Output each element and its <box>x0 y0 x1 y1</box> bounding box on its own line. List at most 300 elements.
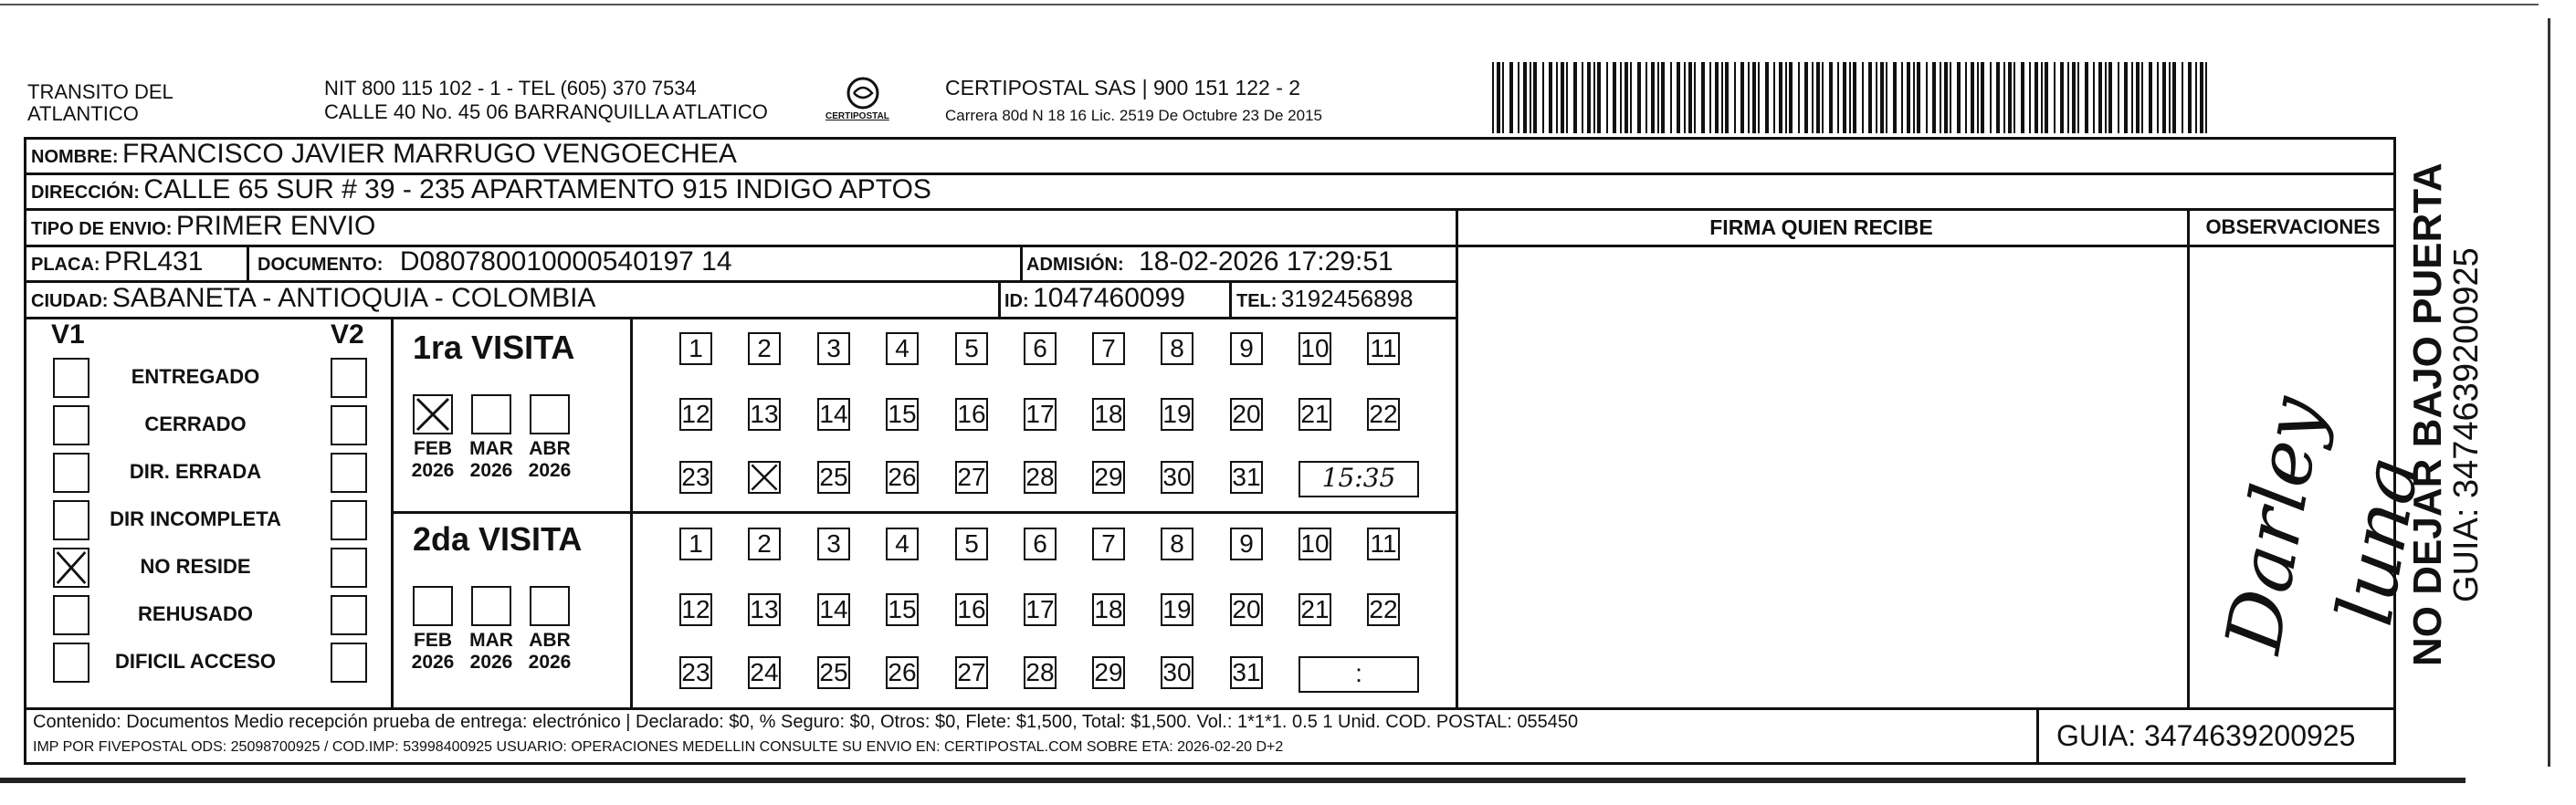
barcode-bar <box>2118 62 2119 133</box>
barcode-bar <box>1518 62 1519 133</box>
month-name: MAR <box>469 630 513 651</box>
barcode-bar <box>2141 62 2143 133</box>
month-name: FEB <box>414 438 452 459</box>
visit2-day-5[interactable] <box>955 528 988 560</box>
visit2-day-21[interactable] <box>1299 593 1331 626</box>
barcode-bar <box>2035 62 2038 133</box>
barcode-bar <box>1893 62 1897 133</box>
barcode-bar <box>1965 62 1967 133</box>
barcode-bar <box>1597 62 1601 133</box>
barcode-bar <box>1721 62 1723 133</box>
barcode-bar <box>2067 62 2069 133</box>
day-number: 6 <box>1033 334 1047 362</box>
day-number: 22 <box>1369 595 1398 623</box>
id-sep <box>998 280 1001 317</box>
barcode-bar <box>1677 62 1680 133</box>
barcode-bar <box>1789 62 1793 133</box>
plate-field <box>31 246 203 277</box>
barcode-bar <box>1822 62 1824 133</box>
day-number: 15 <box>888 400 917 428</box>
visit1-day-17[interactable] <box>1024 398 1057 431</box>
barcode-bar <box>1990 62 1992 133</box>
tel-field <box>1236 285 1414 313</box>
barcode-bar <box>1645 62 1647 133</box>
document-field <box>258 246 732 277</box>
barcode-bar <box>2108 62 2112 133</box>
barcode-bar <box>1944 62 1948 133</box>
visit2-day-20[interactable] <box>1230 593 1263 626</box>
visit2-day-10[interactable] <box>1299 528 1331 560</box>
barcode-bar <box>2131 62 2133 133</box>
barcode-bar <box>1950 62 1951 133</box>
day-number: 12 <box>681 595 710 623</box>
barcode-bar <box>1630 62 1632 133</box>
address-line: CALLE 40 No. 45 06 BARRANQUILLA ATLATICO <box>324 100 768 123</box>
day-number: 2 <box>757 334 772 362</box>
barcode-bar <box>2098 62 2102 133</box>
day-number: 18 <box>1094 595 1123 623</box>
barcode-bar <box>1533 62 1537 133</box>
visit1-day-10[interactable] <box>1299 332 1331 365</box>
handwriting-line-1: Darley <box>2208 390 2341 660</box>
barcode-bar <box>1880 62 1884 133</box>
visit1-month-checkbox-2[interactable] <box>471 394 511 434</box>
barcode-bar <box>2162 62 2166 133</box>
visit1-month-label <box>405 438 460 482</box>
barcode-bar <box>1773 62 1775 133</box>
v2-checkbox-5[interactable] <box>331 548 367 588</box>
footer-guide-sep <box>2036 707 2039 765</box>
time-value: 15:35 <box>1321 463 1396 493</box>
visit2-day-16[interactable] <box>955 593 988 626</box>
visit2-day-23[interactable] <box>679 656 712 689</box>
barcode-bar <box>1779 62 1782 133</box>
day-number: 18 <box>1094 400 1123 428</box>
status-label: ENTREGADO <box>131 365 260 388</box>
visit2-month-label <box>522 630 577 674</box>
day-number: 27 <box>957 463 986 491</box>
barcode-bar <box>1907 62 1910 133</box>
day-number: 23 <box>681 463 710 491</box>
day-number: 28 <box>1025 463 1055 491</box>
day-number: 28 <box>1025 658 1055 686</box>
tel-label: TEL: <box>1236 291 1277 311</box>
day-number: 7 <box>1101 334 1116 362</box>
barcode-bar <box>1876 62 1877 133</box>
visit1-day-30[interactable] <box>1161 461 1193 494</box>
visit1-day-3[interactable] <box>817 332 850 365</box>
visit2-day-14[interactable] <box>817 593 850 626</box>
day-number: 31 <box>1232 658 1261 686</box>
barcode-bar <box>1492 62 1494 133</box>
paper-edge-bottom <box>0 778 2466 783</box>
barcode-bar <box>1573 62 1577 133</box>
obs-left-line <box>2187 208 2190 707</box>
day-number: 23 <box>681 658 710 686</box>
visit1-time-box[interactable] <box>1299 461 1419 497</box>
document-label: DOCUMENTO: <box>258 255 384 275</box>
barcode-bar <box>1752 62 1756 133</box>
barcode-bar <box>1913 62 1915 133</box>
barcode-bar <box>2182 62 2183 133</box>
visit1-day-8[interactable] <box>1161 332 1193 365</box>
barcode-bar <box>1709 62 1711 133</box>
issuer-line-2: ATLANTICO <box>27 102 139 125</box>
id-label: ID: <box>1004 291 1029 311</box>
month-year: 2026 <box>469 460 513 481</box>
day-number: 30 <box>1162 658 1192 686</box>
visit1-day-12[interactable] <box>679 398 712 431</box>
row-line-2 <box>24 208 2396 211</box>
visit2-day-12[interactable] <box>679 593 712 626</box>
visit1-day-13[interactable] <box>748 398 781 431</box>
month-name: ABR <box>529 630 571 651</box>
certipostal-logo <box>822 75 904 130</box>
barcode-bar <box>1971 62 1974 133</box>
day-number: 4 <box>895 529 909 558</box>
day-number: 2 <box>757 529 772 558</box>
visit1-day-6[interactable] <box>1024 332 1057 365</box>
visit2-day-9[interactable] <box>1230 528 1263 560</box>
visit1-day-20[interactable] <box>1230 398 1263 431</box>
visit1-day-7[interactable] <box>1092 332 1125 365</box>
barcode-bar <box>2195 62 2197 133</box>
barcode-bar <box>2077 62 2079 133</box>
visit1-day-2[interactable] <box>748 332 781 365</box>
day-number: 10 <box>1300 334 1330 362</box>
day-number: 16 <box>957 400 986 428</box>
barcode-bar <box>2205 62 2207 133</box>
visit2-day-6[interactable] <box>1024 528 1057 560</box>
day-number: 25 <box>819 463 848 491</box>
day-number: 24 <box>750 658 779 686</box>
barcode-bar <box>1587 62 1591 133</box>
day-number: 27 <box>957 658 986 686</box>
visit2-day-31[interactable] <box>1230 656 1263 689</box>
visit2-day-15[interactable] <box>886 593 919 626</box>
day-number: 14 <box>819 595 848 623</box>
barcode-bar <box>1734 62 1736 133</box>
day-number: 15 <box>888 595 917 623</box>
barcode-bar <box>1862 62 1864 133</box>
barcode-bar <box>1637 62 1641 133</box>
visit2-month-checkbox-1[interactable] <box>413 586 453 626</box>
visit1-month-label <box>464 438 519 482</box>
barcode-bar <box>1740 62 1744 133</box>
visit2-day-25[interactable] <box>817 656 850 689</box>
day-number: 19 <box>1162 400 1192 428</box>
status-label: DIFICIL ACCESO <box>114 650 276 673</box>
day-number: 29 <box>1094 658 1123 686</box>
visit2-month-label <box>464 630 519 674</box>
barcode-bar <box>1853 62 1856 133</box>
day-number: 30 <box>1162 463 1192 491</box>
day-number: 31 <box>1232 463 1261 491</box>
visit1-day-22[interactable] <box>1367 398 1400 431</box>
barcode-bar <box>1816 62 1820 133</box>
visit2-day-28[interactable] <box>1024 656 1057 689</box>
visit1-day-16[interactable] <box>955 398 988 431</box>
visit1-day-11[interactable] <box>1367 332 1400 365</box>
visit1-day-23[interactable] <box>679 461 712 494</box>
barcode-bar <box>2003 62 2005 133</box>
visit1-day-19[interactable] <box>1161 398 1193 431</box>
visit2-day-18[interactable] <box>1092 593 1125 626</box>
visit1-day-18[interactable] <box>1092 398 1125 431</box>
issuer-line-1: TRANSITO DEL <box>27 80 173 103</box>
status-label: REHUSADO <box>138 602 253 625</box>
month-name: MAR <box>469 438 513 459</box>
visit1-month-checkbox-1[interactable] <box>413 394 453 434</box>
barcode-bar <box>1977 62 1979 133</box>
barcode-bar <box>1582 62 1583 133</box>
visit1-day-27[interactable] <box>955 461 988 494</box>
day-number: 1 <box>689 334 703 362</box>
logo-text: CERTIPOSTAL <box>825 111 889 121</box>
day-number: 20 <box>1232 595 1261 623</box>
city-field <box>31 283 595 314</box>
visit2-day-8[interactable] <box>1161 528 1193 560</box>
v2-checkbox-1[interactable] <box>331 358 367 398</box>
visit1-day-1[interactable] <box>679 332 712 365</box>
footer-imp-line: IMP POR FIVEPOSTAL ODS: 25098700925 / COD.IMP: 53998400925 USUARIO: OPERACIONES MEDELLIN CONSULTE SU ENVIO EN: CERTIPOSTAL.COM SOBRE ETA: 2026-02-20 D+2 <box>33 739 1284 755</box>
barcode-bar <box>2105 62 2107 133</box>
day-number: 25 <box>819 658 848 686</box>
day-number: 4 <box>895 334 909 362</box>
visit1-title: 1ra VISITA <box>413 329 575 366</box>
v1-label: V1 <box>51 319 85 350</box>
barcode-bar <box>2021 62 2024 133</box>
visit2-time-box[interactable] <box>1299 656 1419 693</box>
day-number: 9 <box>1239 334 1254 362</box>
admission-value: 18-02-2026 17:29:51 <box>1139 246 1393 277</box>
visit2-month-checkbox-3[interactable] <box>530 586 570 626</box>
barcode-bar <box>1661 62 1665 133</box>
barcode-bar <box>1901 62 1903 133</box>
name-label: NOMBRE: <box>31 147 119 167</box>
shipment-label: TIPO DE ENVIO: <box>31 219 173 239</box>
row-line-5 <box>24 317 1456 319</box>
day-number: 12 <box>681 400 710 428</box>
barcode-bar <box>1657 62 1659 133</box>
barcode-bar <box>1502 62 1504 133</box>
barcode-bar <box>2169 62 2171 133</box>
day-number: 16 <box>957 595 986 623</box>
day-number: 3 <box>826 529 841 558</box>
barcode-bar <box>1701 62 1705 133</box>
address-value: CALLE 65 SUR # 39 - 235 APARTAMENTO 915 INDIGO APTOS <box>143 174 931 204</box>
month-name: ABR <box>529 438 571 459</box>
barcode-bar <box>1886 62 1887 133</box>
barcode-bar <box>2085 62 2088 133</box>
observations-header: OBSERVACIONES <box>2205 215 2381 238</box>
day-number: 7 <box>1101 529 1116 558</box>
visit1-day-31[interactable] <box>1230 461 1263 494</box>
v2-checkbox-2[interactable] <box>331 405 367 445</box>
barcode-bar <box>1917 62 1920 133</box>
barcode-bar <box>1765 62 1769 133</box>
city-label: CIUDAD: <box>31 291 109 311</box>
courier-line: CERTIPOSTAL SAS | 900 151 122 - 2 <box>945 76 1301 99</box>
visit1-day-5[interactable] <box>955 332 988 365</box>
status-label: CERRADO <box>144 413 247 435</box>
address-field <box>31 174 931 205</box>
day-number: 6 <box>1033 529 1047 558</box>
visit1-day-15[interactable] <box>886 398 919 431</box>
visit1-day-21[interactable] <box>1299 398 1331 431</box>
barcode-bar <box>1606 62 1608 133</box>
barcode-bar <box>2200 62 2203 133</box>
barcode-bar <box>2093 62 2095 133</box>
barcode <box>1488 62 2219 133</box>
visit2-day-22[interactable] <box>1367 593 1400 626</box>
visit1-day-14[interactable] <box>817 398 850 431</box>
visit2-day-11[interactable] <box>1367 528 1400 560</box>
day-number: 20 <box>1232 400 1261 428</box>
barcode-bar <box>1837 62 1839 133</box>
barcode-bar <box>1670 62 1672 133</box>
visit2-day-1[interactable] <box>679 528 712 560</box>
visit2-day-2[interactable] <box>748 528 781 560</box>
barcode-bar <box>1940 62 1941 133</box>
barcode-bar <box>2188 62 2192 133</box>
row-line-6 <box>1456 245 2396 247</box>
barcode-bar <box>1804 62 1808 133</box>
barcode-bar <box>2172 62 2176 133</box>
id-field <box>1004 283 1185 314</box>
barcode-bar <box>2124 62 2128 133</box>
visit1-day-29[interactable] <box>1092 461 1125 494</box>
day-number: 21 <box>1300 400 1330 428</box>
plate-value: PRL431 <box>104 246 204 277</box>
barcode-bar <box>1996 62 2000 133</box>
visit2-day-4[interactable] <box>886 528 919 560</box>
barcode-bar <box>1620 62 1622 133</box>
footer-line <box>24 707 2396 710</box>
v2-checkbox-7[interactable] <box>331 643 367 683</box>
day-number: 8 <box>1170 529 1184 558</box>
visit1-day-9[interactable] <box>1230 332 1263 365</box>
visit1-day-26[interactable] <box>886 461 919 494</box>
day-number: 8 <box>1170 334 1184 362</box>
barcode-bar <box>1758 62 1760 133</box>
visit2-day-13[interactable] <box>748 593 781 626</box>
city-value: SABANETA - ANTIOQUIA - COLOMBIA <box>111 283 596 313</box>
day-number: 13 <box>750 595 779 623</box>
footer-guide: GUIA: 3474639200925 <box>2056 719 2356 752</box>
paper-edge-right <box>2548 18 2550 767</box>
month-year: 2026 <box>528 652 572 673</box>
barcode-bar <box>1981 62 1984 133</box>
barcode-bar <box>2029 62 2031 133</box>
shipment-field <box>31 211 375 242</box>
barcode-bar <box>1566 62 1568 133</box>
visit1-month-checkbox-3[interactable] <box>530 394 570 434</box>
visit2-day-24[interactable] <box>748 656 781 689</box>
visit2-day-17[interactable] <box>1024 593 1057 626</box>
visit2-day-19[interactable] <box>1161 593 1193 626</box>
side-guide: GUIA: 3474639200925 <box>2447 247 2486 602</box>
barcode-bar <box>1798 62 1800 133</box>
barcode-bar <box>1843 62 1846 133</box>
handwriting-line-2: luna <box>2319 449 2437 632</box>
barcode-bar <box>1926 62 1928 133</box>
day-number: 11 <box>1370 529 1397 558</box>
time-value: : <box>1355 659 1362 687</box>
visit2-month-label <box>405 630 460 674</box>
day-number: 29 <box>1094 463 1123 491</box>
visit2-day-27[interactable] <box>955 656 988 689</box>
barcode-bar <box>2157 62 2159 133</box>
plate-sep <box>247 245 249 280</box>
visit2-month-checkbox-2[interactable] <box>471 586 511 626</box>
visit1-day-28[interactable] <box>1024 461 1057 494</box>
barcode-bar <box>1624 62 1628 133</box>
status-label: NO RESIDE <box>140 555 251 578</box>
barcode-bar <box>1556 62 1558 133</box>
month-year: 2026 <box>528 460 572 481</box>
barcode-bar <box>1694 62 1696 133</box>
sig-left-line <box>1456 208 1458 707</box>
day-number: 1 <box>689 529 703 558</box>
barcode-bar <box>1593 62 1595 133</box>
barcode-bar <box>1748 62 1750 133</box>
admission-label: ADMISIÓN: <box>1026 255 1124 275</box>
visit2-day-3[interactable] <box>817 528 850 560</box>
visit2-day-29[interactable] <box>1092 656 1125 689</box>
visit2-day-30[interactable] <box>1161 656 1193 689</box>
barcode-bar <box>1785 62 1787 133</box>
day-number: 19 <box>1162 595 1192 623</box>
visit2-title: 2da VISITA <box>413 520 583 558</box>
barcode-bar <box>1613 62 1616 133</box>
admission-sep <box>1020 245 1023 280</box>
v2-checkbox-6[interactable] <box>331 595 367 635</box>
v2-checkbox-4[interactable] <box>331 500 367 540</box>
barcode-bar <box>1530 62 1531 133</box>
day-number: 9 <box>1239 529 1254 558</box>
name-field <box>31 139 737 170</box>
day-number: 5 <box>964 334 979 362</box>
v2-checkbox-3[interactable] <box>331 453 367 493</box>
barcode-bar <box>1542 62 1544 133</box>
visit1-day-25[interactable] <box>817 461 850 494</box>
barcode-bar <box>1725 62 1729 133</box>
document-value: D080780010000540197 14 <box>399 246 732 277</box>
footer-content-line: Contenido: Documentos Medio recepción prueba de entrega: electrónico | Declarado: $0, % Seguro: $0, Otros: $0, Flete: $1,500, Total: $1,500. Vol.: 1*1*1. 0.5 1 Unid. COD. POSTAL: 055450 <box>33 712 1579 732</box>
barcode-bar <box>2054 62 2056 133</box>
visit1-day-4[interactable] <box>886 332 919 365</box>
barcode-bar <box>2041 62 2043 133</box>
name-value: FRANCISCO JAVIER MARRUGO VENGOECHEA <box>122 139 737 169</box>
barcode-bar <box>1829 62 1833 133</box>
barcode-bar <box>2008 62 2012 133</box>
visit1-day-24[interactable] <box>748 461 781 494</box>
day-number: 5 <box>964 529 979 558</box>
month-year: 2026 <box>411 460 455 481</box>
barcode-bar <box>1684 62 1686 133</box>
barcode-bar <box>1651 62 1655 133</box>
visit-sep <box>391 511 1456 514</box>
paper-edge-top <box>0 4 2539 5</box>
barcode-bar <box>1509 62 1513 133</box>
barcode-bar <box>2149 62 2152 133</box>
status-label: DIR. ERRADA <box>129 460 262 483</box>
day-number: 10 <box>1300 529 1330 558</box>
visit2-day-26[interactable] <box>886 656 919 689</box>
barcode-bar <box>1523 62 1527 133</box>
visit2-day-7[interactable] <box>1092 528 1125 560</box>
